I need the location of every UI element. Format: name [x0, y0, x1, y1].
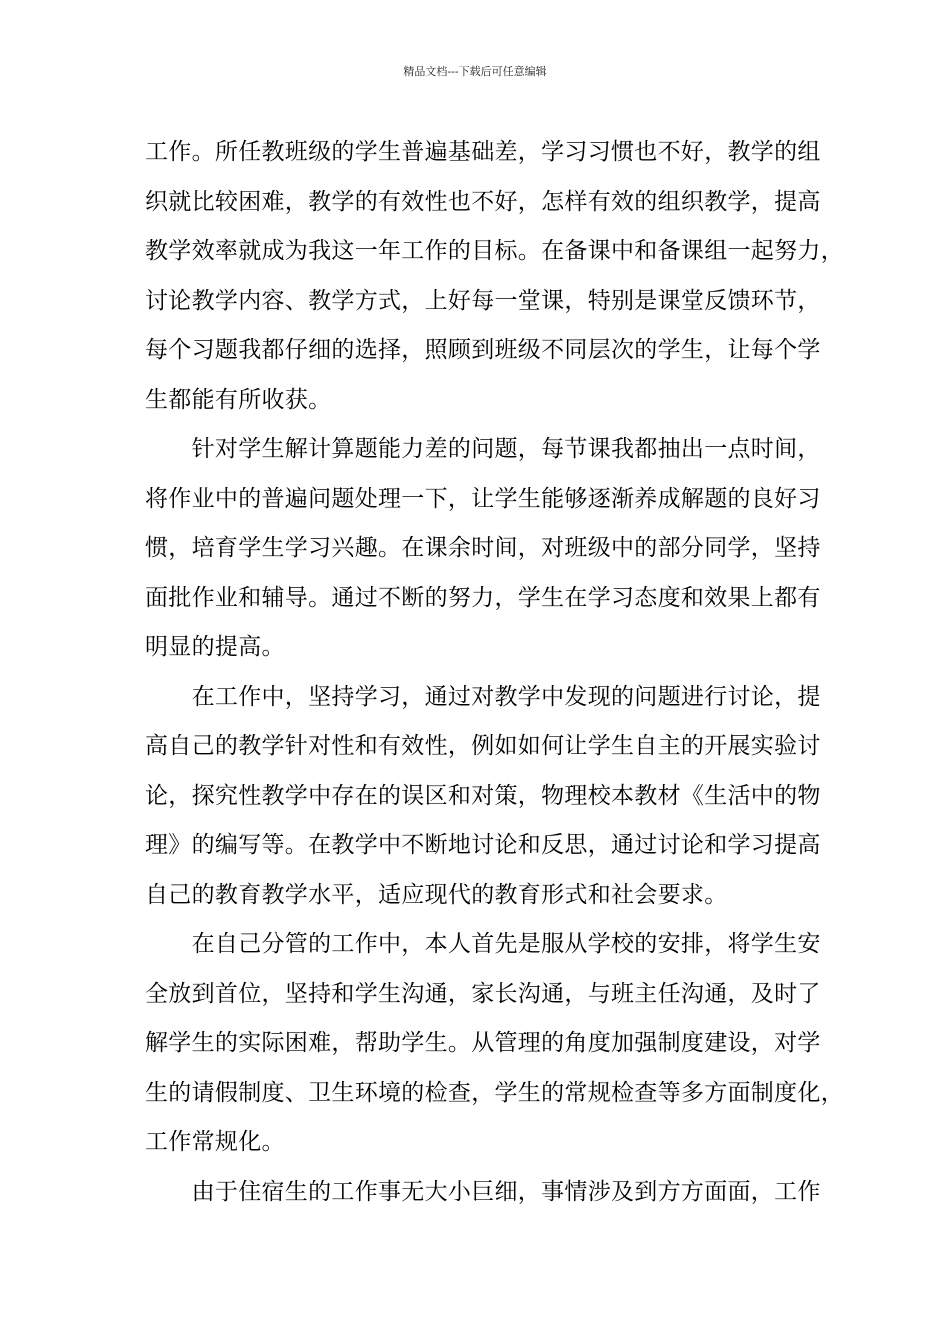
text-line: 在自己分管的工作中，本人首先是服从学校的安排，将学生安: [145, 931, 821, 957]
text-line: 织就比较困难，教学的有效性也不好，怎样有效的组织教学，提高: [145, 188, 821, 215]
text-line: 教学效率就成为我这一年工作的目标。在备课中和备课组一起努力，: [145, 238, 844, 264]
text-line: 将作业中的普遍问题处理一下，让学生能够逐渐养成解题的良好习: [145, 485, 821, 512]
text-line: 生的请假制度、卫生环境的检查，学生的常规检查等多方面制度化，: [145, 1079, 844, 1106]
text-line: 针对学生解计算题能力差的问题，每节课我都抽出一点时间，: [145, 436, 821, 462]
page-header: 精品文档---下载后可任意编辑: [403, 65, 547, 78]
text-line: 工作。所任教班级的学生普遍基础差，学习习惯也不好，教学的组: [145, 139, 821, 165]
text-line: 面批作业和辅导。通过不断的努力，学生在学习态度和效果上都有: [145, 584, 821, 611]
document-body: [145, 128, 844, 1217]
text-line: 工作常规化。: [145, 1129, 285, 1155]
text-line: 高自己的教学针对性和有效性，例如如何让学生自主的开展实验讨: [145, 733, 821, 759]
text-line: 由于住宿生的工作事无大小巨细，事情涉及到方方面面，工作: [145, 1178, 821, 1205]
text-line: 解学生的实际困难，帮助学生。从管理的角度加强制度建设，对学: [145, 1030, 821, 1056]
text-line: 讨论教学内容、教学方式，上好每一堂课，特别是课堂反馈环节，: [145, 287, 821, 314]
text-line: 每个习题我都仔细的选择，照顾到班级不同层次的学生，让每个学: [145, 337, 821, 363]
text-line: 自己的教育教学水平，适应现代的教育形式和社会要求。: [145, 881, 728, 908]
text-line: 全放到首位，坚持和学生沟通，家长沟通，与班主任沟通，及时了: [145, 980, 821, 1007]
text-line: 理》的编写等。在教学中不断地讨论和反思，通过讨论和学习提高: [145, 832, 821, 858]
text-line: 明显的提高。: [145, 634, 285, 660]
text-line: 惯，培育学生学习兴趣。在课余时间，对班级中的部分同学，坚持: [145, 535, 821, 561]
text-line: 论，探究性教学中存在的误区和对策，物理校本教材《生活中的物: [145, 782, 821, 809]
text-line: 在工作中，坚持学习，通过对教学中发现的问题进行讨论，提: [145, 683, 821, 710]
text-line: 生都能有所收获。: [145, 386, 332, 413]
